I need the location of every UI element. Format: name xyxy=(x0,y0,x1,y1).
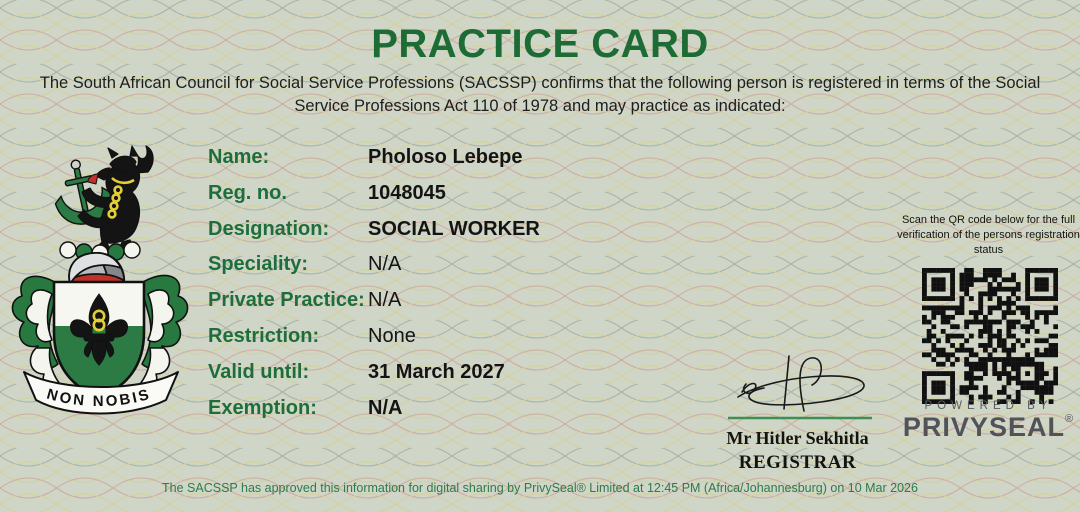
field-label: Exemption: xyxy=(208,396,317,419)
field-label: Name: xyxy=(208,146,270,168)
registrar-title: REGISTRAR xyxy=(738,452,857,473)
field-row xyxy=(208,218,540,254)
field-row xyxy=(208,325,540,361)
sacssp-coat-of-arms-icon xyxy=(6,134,196,416)
privyseal-wordmark: PRIVYSEAL xyxy=(902,412,1065,442)
page-title: PRACTICE CARD xyxy=(371,22,709,66)
field-label: Private Practice: xyxy=(208,289,365,312)
field-value: N/A xyxy=(368,289,402,312)
qr-code-icon xyxy=(922,268,1058,404)
field-label: Restriction: xyxy=(208,324,320,347)
subtitle xyxy=(0,72,1080,118)
field-value: 1048045 xyxy=(368,181,446,204)
crest-motto: NON NOBIS xyxy=(44,385,154,411)
registered-trademark-symbol: ® xyxy=(1064,413,1075,425)
privyseal-logo xyxy=(896,412,1080,443)
approval-footer: The SACSSP has approved this information for digital sharing by PrivySeal® Limited at 12:45 PM (Africa/Johannesburg) on 10 Mar 2026 xyxy=(162,481,918,495)
field-label: Speciality: xyxy=(208,253,309,276)
field-value: N/A xyxy=(368,396,403,419)
registration-fields xyxy=(208,146,540,432)
powered-by-label: POWERED BY xyxy=(924,400,1053,412)
subtitle-line-2: Service Professions Act 110 of 1978 and may practice as indicated: xyxy=(294,97,786,115)
field-row xyxy=(208,253,540,289)
field-value: 31 March 2027 xyxy=(368,360,505,383)
field-row xyxy=(208,182,540,218)
field-value: None xyxy=(368,324,416,347)
field-row xyxy=(208,361,540,397)
field-row xyxy=(208,397,540,433)
registrar-name: Mr Hitler Sekhitla xyxy=(726,428,869,448)
registrar-signature-icon xyxy=(726,352,874,422)
field-label: Valid until: xyxy=(208,360,310,383)
field-row xyxy=(208,289,540,325)
field-value: N/A xyxy=(368,253,402,276)
field-row xyxy=(208,146,540,182)
field-value: Pholoso Lebepe xyxy=(368,146,523,168)
field-value: SOCIAL WORKER xyxy=(368,217,540,240)
qr-scan-instructions: Scan the QR code below for the full verification of the persons registration status xyxy=(897,214,1080,256)
subtitle-line-1: The South African Council for Social Service Professions (SACSSP) confirms that the following person is registered in terms of the Social xyxy=(39,74,1041,92)
field-label: Designation: xyxy=(208,217,330,240)
field-label: Reg. no. xyxy=(208,181,287,204)
